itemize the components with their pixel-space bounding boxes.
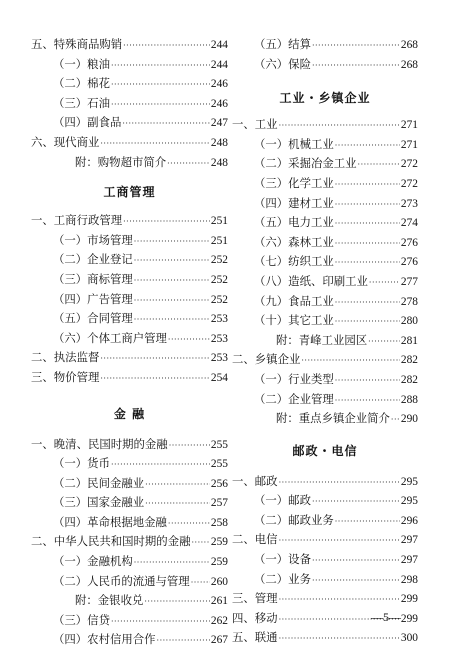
toc-entry-title: 附：购物超市简介 (75, 154, 167, 169)
toc-entry (31, 75, 228, 95)
toc-entry-title: 一、邮政 (232, 473, 278, 488)
toc-entry-title: 三、物价管理 (31, 369, 100, 384)
toc-entry (232, 332, 418, 352)
toc-entry (232, 531, 418, 551)
toc-entry-title: （四）建材工业 (254, 195, 334, 210)
toc-entry-page: 272 (400, 177, 418, 190)
toc-entry-page: 262 (210, 614, 228, 627)
toc-entry (31, 95, 228, 115)
dot-leader (335, 180, 400, 189)
toc-entry-page: 272 (400, 158, 418, 171)
dot-leader (335, 317, 400, 326)
toc-entry-page: 253 (210, 332, 228, 345)
toc-entry-title: （二）企业登记 (53, 252, 133, 267)
section-heading: 工业・乡镇企业 (279, 91, 371, 106)
toc-entry-page: 244 (210, 58, 228, 71)
dot-leader (157, 636, 210, 645)
dot-leader (335, 258, 400, 267)
toc-entry-title: （二）邮政业务 (254, 512, 334, 527)
toc-entry (232, 629, 418, 649)
toc-entry-title: 二、执法监督 (31, 350, 100, 365)
toc-entry-title: （三）国家金融业 (53, 495, 145, 510)
toc-entry (31, 592, 228, 612)
toc-entry (31, 573, 228, 593)
toc-entry-title: （五）合同管理 (53, 311, 133, 326)
toc-entry (232, 590, 418, 610)
toc-entry (31, 494, 228, 514)
toc-entry-page: 255 (210, 458, 228, 471)
toc-entry-title: （三）化学工业 (254, 175, 334, 190)
toc-entry-title: （三）信贷 (53, 612, 110, 627)
toc-entry-title: （一）设备 (254, 552, 311, 567)
toc-entry (31, 475, 228, 495)
dot-leader (368, 337, 400, 346)
dot-leader (111, 460, 210, 469)
dot-leader (100, 139, 210, 148)
toc-entry-page: 259 (210, 556, 228, 569)
toc-entry (232, 253, 418, 273)
toc-entry (232, 512, 418, 532)
toc-entry-title: （六）森林工业 (254, 234, 334, 249)
dot-leader (335, 219, 400, 228)
toc-entry-page: 282 (400, 373, 418, 386)
page-number: —5— (371, 610, 401, 624)
toc-entry-page: 268 (400, 58, 418, 71)
toc-entry (232, 36, 418, 56)
toc-entry (31, 134, 228, 154)
toc-entry (31, 114, 228, 134)
toc-entry (31, 271, 228, 291)
toc-entry-page: 261 (210, 595, 228, 608)
dot-leader (312, 576, 400, 585)
dot-leader (391, 415, 400, 424)
toc-entry-title: （八）造纸、印刷工业 (254, 273, 368, 288)
toc-entry-title: （三）商标管理 (53, 271, 133, 286)
toc-entry-page: 244 (210, 39, 228, 51)
toc-entry-title: 五、联通 (232, 630, 278, 645)
toc-entry-title: 二、中华人民共和国时期的金融 (31, 534, 191, 549)
toc-entry-page: 259 (210, 536, 228, 549)
dot-leader (335, 298, 400, 307)
section-heading: 工商管理 (103, 185, 156, 200)
toc-entry (232, 473, 418, 493)
toc-group (31, 212, 228, 388)
toc-entry-title: （一）机械工业 (254, 136, 334, 151)
toc-entry-page: 253 (210, 352, 228, 365)
toc-entry-title: （六）保险 (254, 56, 311, 71)
toc-entry-title: 一、工商行政管理 (31, 213, 123, 228)
dot-leader (335, 141, 400, 150)
toc-entry (232, 391, 418, 411)
toc-entry (232, 371, 418, 391)
toc-entry-page: 276 (400, 236, 418, 249)
toc-entry-page: 246 (210, 97, 228, 110)
dot-leader (369, 278, 400, 287)
toc-entry-title: （一）金融机构 (53, 554, 133, 569)
toc-entry-title: （一）行业类型 (254, 371, 334, 386)
dot-leader (312, 497, 400, 506)
toc-entry (31, 212, 228, 232)
toc-entry (232, 116, 418, 136)
toc-entry (31, 251, 228, 271)
toc-entry-title: （一）邮政 (254, 493, 311, 508)
toc-entry (31, 612, 228, 632)
dot-leader (335, 200, 400, 209)
toc-entry-title: （二）棉花 (53, 76, 110, 91)
toc-left-column (31, 36, 228, 651)
toc-entry-page: 247 (210, 117, 228, 130)
section-heading: 邮政・电信 (292, 443, 358, 458)
toc-entry (232, 56, 418, 76)
toc-entry-page: 256 (210, 477, 228, 490)
toc-entry (232, 175, 418, 195)
dot-leader (312, 41, 400, 50)
toc-entry-page: 278 (400, 295, 418, 308)
toc-entry-title: （二）民间金融业 (53, 475, 145, 490)
dot-leader (335, 396, 400, 405)
toc-entry-title: 二、乡镇企业 (232, 352, 301, 367)
toc-entry-page: 271 (400, 138, 418, 151)
dot-leader (123, 41, 210, 50)
toc-entry-title: 四、移动 (232, 610, 278, 625)
toc-entry-title: 一、工业 (232, 117, 278, 132)
toc-group (31, 436, 228, 652)
toc-entry-title: （二）业务 (254, 571, 311, 586)
toc-entry (31, 310, 228, 330)
toc-entry-title: （一）粮油 (53, 56, 110, 71)
toc-entry-title: 三、管理 (232, 591, 278, 606)
toc-entry-page: 252 (210, 293, 228, 306)
toc-entry-page: 297 (400, 534, 418, 547)
dot-leader (145, 480, 210, 489)
toc-entry-page: 254 (210, 371, 228, 384)
toc-entry-title: 一、晚清、民国时期的金融 (31, 436, 168, 451)
toc-entry-page: 248 (210, 156, 228, 169)
toc-entry (31, 232, 228, 252)
dot-leader (335, 239, 400, 248)
toc-entry (31, 514, 228, 534)
toc-entry-title: （十）其它工业 (254, 313, 334, 328)
toc-entry (31, 36, 228, 56)
toc-entry (232, 351, 418, 371)
toc-entry-title: 五、特殊商品购销 (31, 37, 123, 51)
toc-entry-page: 258 (210, 516, 228, 529)
dot-leader (279, 536, 400, 545)
dot-leader (335, 376, 400, 385)
dot-leader (279, 478, 400, 487)
toc-entry-title: 附：金银收兑 (75, 593, 144, 608)
toc-entry-title: （四）农村信用合作 (53, 632, 156, 647)
dot-leader (169, 441, 210, 450)
toc-entry (232, 410, 418, 430)
toc-entry-page: 248 (210, 136, 228, 149)
toc-entry-page: 299 (400, 593, 418, 606)
dot-leader (111, 100, 210, 109)
toc-entry-title: （六）个体工商户管理 (53, 330, 167, 345)
toc-entry-title: （四）副食品 (53, 115, 122, 130)
toc-entry-page: 299 (400, 612, 418, 625)
dot-leader (301, 356, 400, 365)
toc-entry-page: 296 (400, 514, 418, 527)
toc-entry (31, 330, 228, 350)
toc-entry (232, 312, 418, 332)
toc-entry (31, 349, 228, 369)
dot-leader (144, 597, 210, 606)
toc-entry (232, 492, 418, 512)
toc-entry-page: 280 (400, 315, 418, 328)
toc-entry-title: （二）采掘冶金工业 (254, 156, 357, 171)
toc-group (31, 36, 228, 173)
toc-entry-page: 273 (400, 197, 418, 210)
toc-entry-page: 251 (210, 215, 228, 228)
toc-entry-page: 260 (210, 575, 228, 588)
toc-entry-title: （四）革命根据地金融 (53, 514, 167, 529)
toc-entry (31, 455, 228, 475)
toc-entry-page: 252 (210, 273, 228, 286)
dot-leader (168, 335, 210, 344)
toc-entry-title: （九）食品工业 (254, 293, 334, 308)
toc-entry (232, 234, 418, 254)
dot-leader (100, 374, 210, 383)
toc-entry-page: 295 (400, 495, 418, 508)
dot-leader (312, 556, 400, 565)
toc-entry (31, 291, 228, 311)
dot-leader (279, 595, 400, 604)
toc-entry-page: 267 (210, 634, 228, 647)
toc-entry (31, 533, 228, 553)
toc-group (232, 116, 418, 430)
toc-entry-page: 295 (400, 475, 418, 488)
toc-entry-title: （七）纺织工业 (254, 254, 334, 269)
section-heading: 金 融 (113, 406, 146, 421)
toc-entry-page: 276 (400, 256, 418, 269)
dot-leader (358, 160, 400, 169)
toc-entry (31, 154, 228, 174)
toc-entry (232, 136, 418, 156)
toc-entry (31, 369, 228, 389)
toc-entry-page: 281 (400, 334, 418, 347)
toc-entry-page: 277 (400, 275, 418, 288)
toc-entry (31, 436, 228, 456)
toc-entry-title: 六、现代商业 (31, 134, 100, 149)
toc-entry-title: （二）企业管理 (254, 391, 334, 406)
toc-entry-title: （三）石油 (53, 95, 110, 110)
dot-leader (168, 519, 210, 528)
dot-leader (122, 119, 210, 128)
toc-entry (232, 195, 418, 215)
toc-entry-page: 257 (210, 497, 228, 510)
toc-entry-page: 274 (400, 217, 418, 230)
toc-entry (232, 214, 418, 234)
toc-entry (31, 56, 228, 76)
dot-leader (111, 80, 210, 89)
toc-entry-title: 二、电信 (232, 532, 278, 547)
dot-leader (191, 538, 209, 547)
dot-leader (312, 61, 400, 70)
toc-entry (31, 631, 228, 651)
toc-entry-page: 255 (210, 438, 228, 451)
toc-entry (232, 551, 418, 571)
toc-entry (31, 553, 228, 573)
dot-leader (279, 634, 400, 643)
toc-entry-page: 253 (210, 313, 228, 326)
toc-entry-page: 251 (210, 234, 228, 247)
dot-leader (279, 121, 400, 130)
toc-entry-title: 附：重点乡镇企业简介 (276, 411, 390, 426)
toc-group (232, 36, 418, 75)
toc-entry-page: 297 (400, 554, 418, 567)
dot-leader (111, 617, 210, 626)
toc-entry-title: （一）市场管理 (53, 232, 133, 247)
dot-leader (134, 237, 210, 246)
toc-entry (232, 571, 418, 591)
dot-leader (335, 517, 400, 526)
toc-entry-page: 290 (400, 413, 418, 426)
dot-leader (100, 354, 210, 363)
toc-entry (232, 155, 418, 175)
dot-leader (134, 296, 210, 305)
dot-leader (123, 217, 210, 226)
toc-entry-page: 268 (400, 39, 418, 51)
toc-right-column (232, 36, 418, 649)
dot-leader (191, 578, 210, 587)
toc-entry-page: 300 (400, 632, 418, 645)
toc-entry-page: 246 (210, 78, 228, 91)
toc-entry (232, 273, 418, 293)
toc-entry-page: 271 (400, 119, 418, 132)
toc-entry (232, 293, 418, 313)
toc-entry-title: （四）广告管理 (53, 291, 133, 306)
toc-entry-page: 252 (210, 254, 228, 267)
dot-leader (167, 159, 210, 168)
toc-entry-title: 附：青峰工业园区 (276, 332, 368, 347)
dot-leader (134, 315, 210, 324)
dot-leader (134, 276, 210, 285)
toc-entry-title: （一）货币 (53, 456, 110, 471)
dot-leader (145, 499, 210, 508)
toc-entry-title: （五）结算 (254, 37, 311, 51)
toc-entry-title: （五）电力工业 (254, 215, 334, 230)
dot-leader (134, 558, 210, 567)
toc-entry-page: 288 (400, 393, 418, 406)
toc-entry-page: 282 (400, 354, 418, 367)
dot-leader (111, 61, 210, 70)
dot-leader (134, 256, 210, 265)
toc-entry-title: （二）人民币的流通与管理 (53, 573, 190, 588)
toc-entry-page: 298 (400, 573, 418, 586)
